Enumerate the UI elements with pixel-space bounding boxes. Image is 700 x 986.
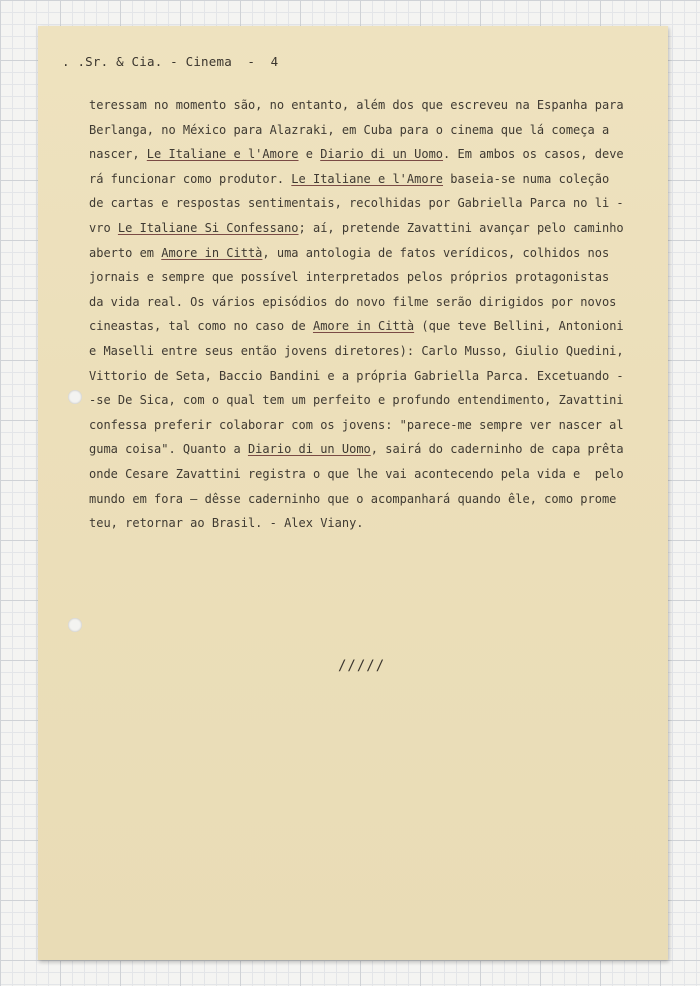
text-segment: cineastas, tal como no caso de	[89, 319, 313, 334]
text-line	[89, 344, 624, 358]
text-segment: guma coisa". Quanto a	[89, 442, 248, 457]
text-segment: nascer,	[89, 147, 147, 162]
text-segment: (que teve Bellini, Antonioni	[414, 319, 624, 334]
underlined-title: Diario di un Uomo	[247, 442, 371, 457]
punch-hole	[68, 618, 82, 632]
text-segment: de cartas e respostas sentimentais, recolhidas por Gabriella Parca no li -	[89, 196, 624, 211]
text-segment: ; aí, pretende Zavattini avançar pelo caminho	[298, 221, 624, 235]
underlined-title: Amore in Città	[161, 245, 263, 260]
text-line	[89, 442, 624, 456]
text-segment: e	[298, 147, 321, 162]
text-segment: rá funcionar como produtor.	[89, 171, 292, 186]
text-line	[89, 467, 624, 481]
text-segment: Berlanga, no México para Alazraki, em Cuba para o cinema que lá começa a	[89, 122, 610, 137]
text-line	[89, 492, 616, 506]
text-segment: teu, retornar ao Brasil. - Alex Viany.	[89, 516, 364, 531]
text-line	[89, 295, 616, 309]
text-segment: da vida real. Os vários episódios do novo filme serão dirigidos por novos	[89, 294, 617, 309]
text-segment: , sairá do caderninho de capa prêta	[370, 442, 624, 457]
text-line	[89, 196, 624, 210]
page-header: . .Sr. & Cia. - Cinema - 4	[62, 54, 279, 69]
paper-sheet	[38, 26, 668, 960]
text-line	[89, 516, 364, 530]
text-segment: Vittorio de Seta, Baccio Bandini e a própria Gabriella Parca. Excetuando -	[89, 368, 624, 383]
underlined-title: Le Italiane e l'Amore	[291, 171, 444, 186]
text-segment: vro	[89, 221, 118, 235]
underlined-title: Amore in Città	[312, 319, 415, 334]
text-line	[89, 172, 609, 186]
text-segment: baseia-se numa coleção	[443, 171, 610, 186]
underlined-title: Le Italiane Si Confessano	[117, 221, 299, 235]
text-line	[89, 246, 609, 260]
punch-hole	[68, 390, 82, 404]
text-segment: -se De Sica, com o qual tem um perfeito e profundo entendimento, Zavattini	[89, 393, 624, 408]
text-line	[89, 393, 624, 407]
text-segment: mundo em fora — dêsse caderninho que o acompanhará quando êle, como prome	[89, 491, 617, 506]
text-segment: , uma antologia de fatos verídicos, colhidos nos	[262, 245, 610, 260]
text-line	[89, 147, 624, 161]
underlined-title: Diario di un Uomo	[320, 147, 444, 162]
text-line	[89, 418, 624, 432]
text-line	[89, 98, 624, 112]
underlined-title: Le Italiane e l'Amore	[146, 147, 299, 162]
text-line	[89, 369, 624, 383]
text-segment: e Maselli entre seus então jovens diretores): Carlo Musso, Giulio Quedini,	[89, 344, 624, 358]
text-line	[89, 221, 624, 235]
text-segment: aberto em	[89, 245, 162, 260]
text-line	[89, 319, 624, 333]
text-segment: teressam no momento são, no entanto, além dos que escreveu na Espanha para	[89, 98, 624, 112]
text-line	[89, 123, 609, 137]
text-segment: . Em ambos os casos, deve	[443, 147, 624, 162]
text-segment: confessa preferir colaborar com os jovens: "parece-me sempre ver nascer al	[89, 417, 624, 432]
end-marks: /////	[338, 658, 386, 674]
text-segment: onde Cesare Zavattini registra o que lhe vai acontecendo pela vida e pelo	[89, 467, 624, 481]
text-segment: jornais e sempre que possível interpretados pelos próprios protagonistas	[89, 270, 610, 285]
text-line	[89, 270, 609, 284]
